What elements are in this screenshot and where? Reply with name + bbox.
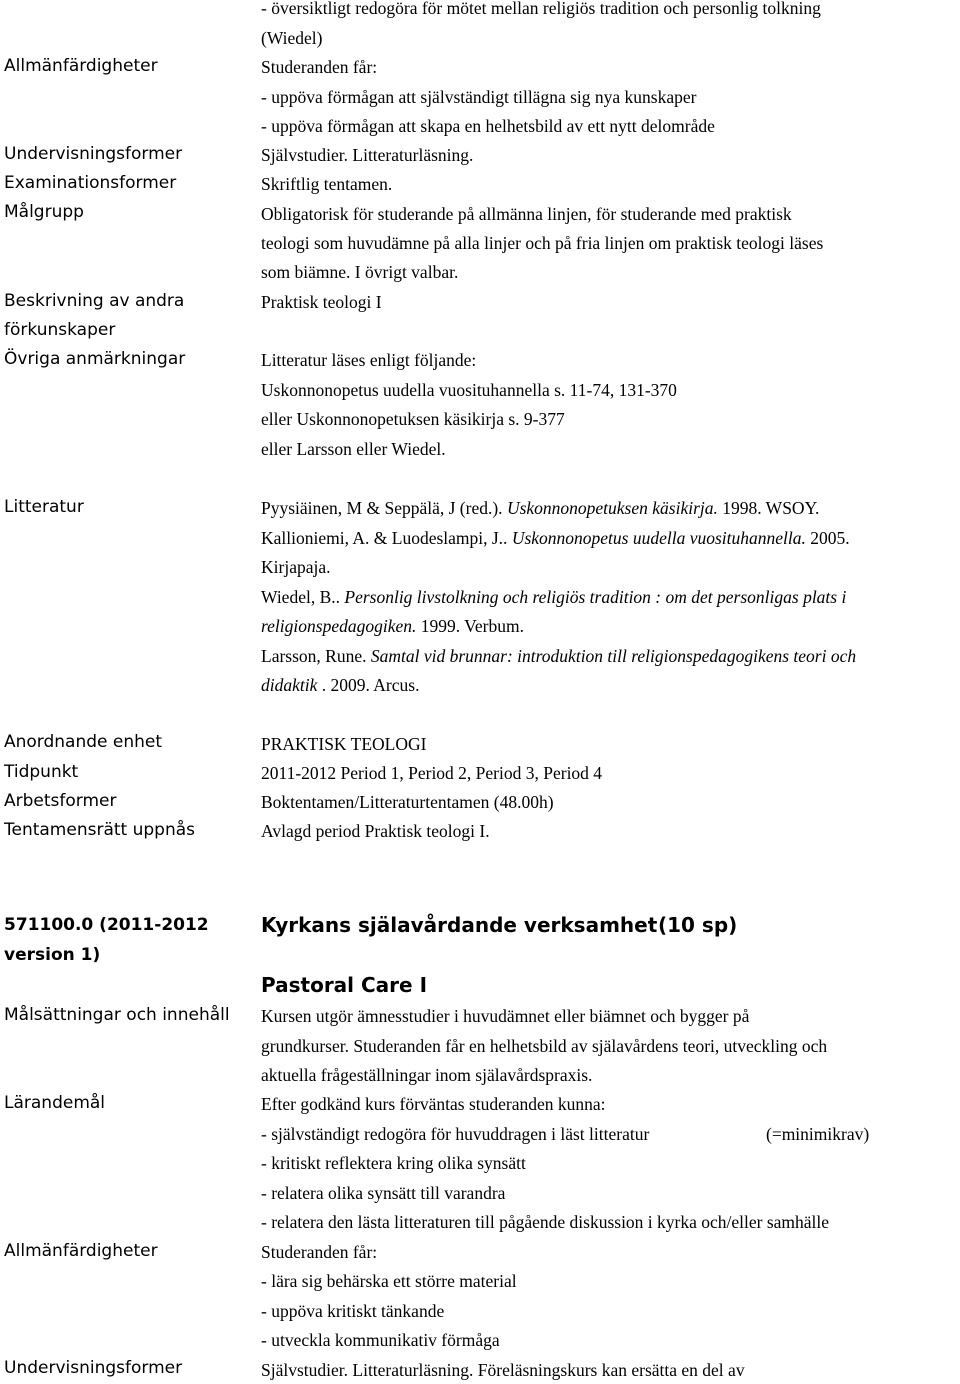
larandemal-item: - självständigt redogöra för huvuddragen i läst litteratur <box>261 1124 650 1144</box>
allmanfardigheter-line: - uppöva förmågan att skapa en helhetsbild av ett nytt delområde <box>261 116 715 136</box>
reference: Kallioniemi, A. & Luodeslampi, J.. Uskonnonopetus uudella vuosituhannella. 2005. <box>261 528 850 548</box>
allmanfardigheter-line: Studeranden får: <box>261 57 378 77</box>
beskrivning-label: Beskrivning av andra <box>4 291 185 311</box>
ovriga-line: Litteratur läses enligt följande: <box>261 350 477 370</box>
reference-cont: didaktik . 2009. Arcus. <box>261 675 420 695</box>
beskrivning-label-cont: förkunskaper <box>4 320 116 340</box>
tidpunkt-label: Tidpunkt <box>4 762 79 782</box>
allmanfardigheter-line: - lära sig behärska ett större material <box>261 1271 517 1291</box>
ovriga-line: eller Larsson eller Wiedel. <box>261 439 446 459</box>
reference: Wiedel, B.. Personlig livstolkning och religiös tradition : om det personligas plats i <box>261 587 847 607</box>
anordnande-text: PRAKTISK TEOLOGI <box>261 734 427 754</box>
ovriga-line: eller Uskonnonopetuksen käsikirja s. 9-377 <box>261 409 565 429</box>
reference: Larsson, Rune. Samtal vid brunnar: introduktion till religionspedagogikens teori och <box>261 646 857 666</box>
allmanfardigheter-line: - uppöva förmågan att självständigt tillägna sig nya kunskaper <box>261 87 697 107</box>
objective-line: - översiktligt redogöra för mötet mellan religiös tradition och personlig tolkning <box>261 0 821 18</box>
course-credits: (10 sp) <box>658 913 738 937</box>
examinationsformer-text: Skriftlig tentamen. <box>261 174 393 194</box>
undervisningsformer-text: Självstudier. Litteraturläsning. <box>261 145 474 165</box>
reference: Pyysiäinen, M & Seppälä, J (red.). Uskonnonopetuksen käsikirja. 1998. WSOY. <box>261 498 820 518</box>
ovriga-line: Uskonnonopetus uudella vuosituhannella s. 11-74, 131-370 <box>261 380 677 400</box>
malgrupp-line: teologi som huvudämne på alla linjer och på fria linjen om praktisk teologi läses <box>261 233 824 253</box>
larandemal-item: - relatera olika synsätt till varandra <box>261 1183 506 1203</box>
course-title: Kyrkans själavårdande verksamhet <box>261 913 658 937</box>
course-code-version: version 1) <box>4 945 101 965</box>
larandemal-note: (=minimikrav) <box>766 1124 870 1144</box>
malsattningar-label: Målsättningar och innehåll <box>4 1005 230 1025</box>
allmanfardigheter-line: - uppöva kritiskt tänkande <box>261 1301 445 1321</box>
anordnande-label: Anordnande enhet <box>4 732 163 752</box>
malgrupp-line: som biämne. I övrigt valbar. <box>261 262 459 282</box>
larandemal-item: - relatera den lästa litteraturen till pågående diskussion i kyrka och/eller samhälle <box>261 1212 830 1232</box>
malsattningar-line: aktuella frågeställningar inom själavårdspraxis. <box>261 1065 593 1085</box>
reference-cont: Kirjapaja. <box>261 557 331 577</box>
allmanfardigheter-line: - utveckla kommunikativ förmåga <box>261 1330 500 1350</box>
tentamensratt-text: Avlagd period Praktisk teologi I. <box>261 821 490 841</box>
malgrupp-line: Obligatorisk för studerande på allmänna linjen, för studerande med praktisk <box>261 204 792 224</box>
reference-cont: religionspedagogiken. 1999. Verbum. <box>261 616 524 636</box>
undervisningsformer-label: Undervisningsformer <box>4 1358 183 1378</box>
litteratur-label: Litteratur <box>4 497 84 517</box>
larandemal-item: - kritiskt reflektera kring olika synsätt <box>261 1153 526 1173</box>
examinationsformer-label: Examinationsformer <box>4 173 177 193</box>
tentamensratt-label: Tentamensrätt uppnås <box>4 820 196 840</box>
ovriga-label: Övriga anmärkningar <box>4 349 186 369</box>
allmanfardigheter-line: Studeranden får: <box>261 1242 378 1262</box>
arbetsformer-label: Arbetsformer <box>4 791 117 811</box>
undervisningsformer-text: Självstudier. Litteraturläsning. Föreläsningskurs kan ersätta en del av <box>261 1360 745 1380</box>
malsattningar-line: grundkurser. Studeranden får en helhetsbild av själavårdens teori, utveckling och <box>261 1036 828 1056</box>
allmanfardigheter-label: Allmänfärdigheter <box>4 56 158 76</box>
larandemal-label: Lärandemål <box>4 1093 106 1113</box>
tidpunkt-text: 2011-2012 Period 1, Period 2, Period 3, Period 4 <box>261 763 603 783</box>
malsattningar-line: Kursen utgör ämnesstudier i huvudämnet eller biämnet och bygger på <box>261 1006 750 1026</box>
larandemal-intro: Efter godkänd kurs förväntas studeranden kunna: <box>261 1094 606 1114</box>
objective-line: (Wiedel) <box>261 28 323 48</box>
beskrivning-text: Praktisk teologi I <box>261 292 382 312</box>
course-code: 571100.0 (2011-2012 <box>4 915 209 935</box>
malgrupp-label: Målgrupp <box>4 202 84 222</box>
undervisningsformer-label: Undervisningsformer <box>4 144 183 164</box>
allmanfardigheter-label: Allmänfärdigheter <box>4 1241 158 1261</box>
arbetsformer-text: Boktentamen/Litteraturtentamen (48.00h) <box>261 792 554 812</box>
course-subtitle: Pastoral Care I <box>261 973 428 997</box>
